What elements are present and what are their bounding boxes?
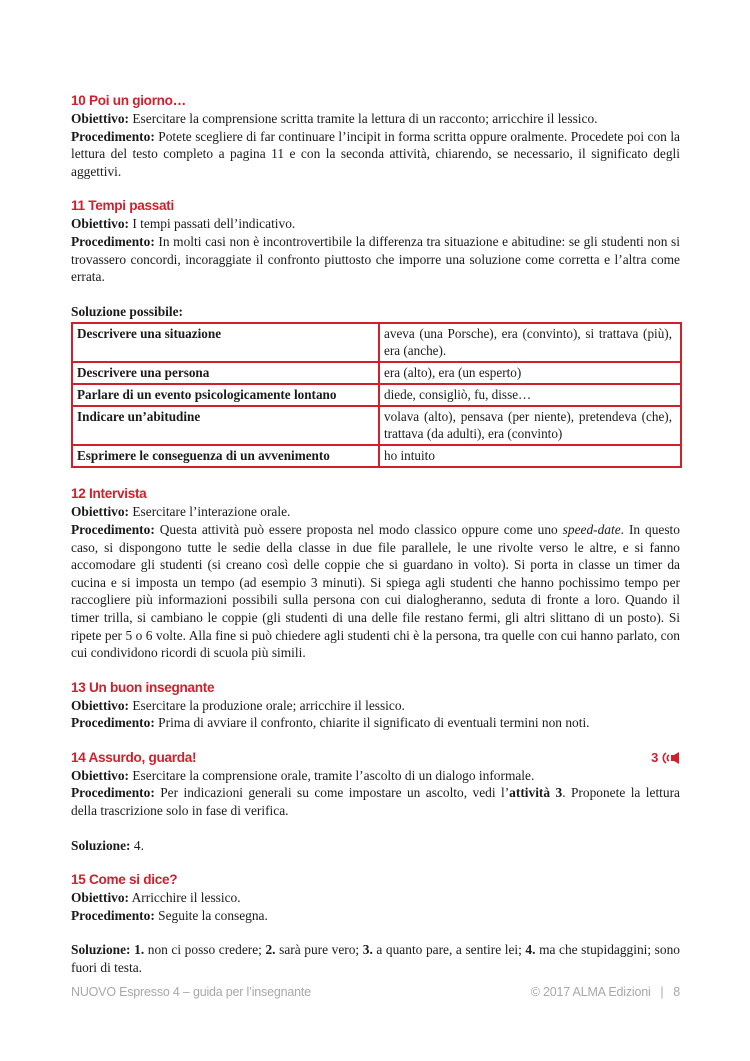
table-cell-verbs: aveva (una Porsche), era (convinto), si trattava (più), era (anche). [379, 323, 681, 362]
page-footer [71, 985, 680, 999]
section-14 [71, 749, 680, 854]
page-content [71, 92, 680, 994]
procedure: Procedimento: Potete scegliere di far continuare l’incipit in forma scritta oppure oralmente. Procedete poi con la lettura del testo completo a pagina 11 e con la seconda attività, chiarendo, se necessario, il significato degli aggettivi. [71, 128, 680, 179]
procedure: Procedimento: Seguite la consegna. [71, 907, 268, 923]
footer-book-title: NUOVO Espresso 4 – guida per l’insegnante [71, 985, 311, 999]
solution: Soluzione: 1. non ci posso credere; 2. sarà pure vero; 3. a quanto pare, a sentire lei; 4. ma che stupidaggini; sono fuori di testa. [71, 942, 680, 976]
section-11 [71, 197, 680, 468]
objective: Obiettivo: Esercitare la comprensione scritta tramite la lettura di un racconto; arricchire il lessico. [71, 111, 598, 126]
section-15 [71, 871, 680, 976]
solution-label: Soluzione possibile: [71, 303, 183, 319]
speaker-waves-icon [662, 751, 680, 765]
procedure: Procedimento: Prima di avviare il confronto, chiarite il significato di eventuali termini non noti. [71, 715, 590, 731]
section-title: 15 Come si dice? [71, 872, 178, 888]
table-row [72, 445, 681, 467]
table-cell-verbs: diede, consigliò, fu, disse… [379, 384, 681, 406]
table-cell-verbs: volava (alto), pensava (per niente), pretendeva (che), trattava (da adulti), era (convinto) [379, 406, 681, 445]
footer-copyright-page: © 2017 ALMA Edizioni | 8 [530, 985, 680, 999]
table-row [72, 362, 681, 384]
table-cell-function: Parlare di un evento psicologicamente lontano [72, 384, 379, 406]
objective: Obiettivo: Arricchire il lessico. [71, 890, 241, 906]
solution: Soluzione: 4. [71, 837, 144, 853]
section-13 [71, 679, 680, 732]
table-cell-verbs: ho intuito [379, 445, 681, 467]
procedure: Procedimento: Questa attività può essere proposta nel modo classico oppure come uno speed-date. In questo caso, si dispongono tutte le sedie della classe in due file parallele, le une rivolte verso le altre, e si fanno accomodare gli studenti (si creano così delle coppie che si guardano in volto). Si porta in classe un timer da cucina e si imposta un tempo (ad esempio 3 minuti). Si spiega agli studenti che hanno pochissimo tempo per raccogliere più informazioni possibili sulla persona con cui dialogheranno, seduta di fronte a loro. Quando il timer trilla, si cambiano le coppie (gli studenti di una delle file restano fermi, gli altri slittano di un posto). Si ripete per 5 o 6 volte. Alla fine si può chiedere agli studenti chi è la persona, tra quelle con cui hanno parlato, con cui condividono ricordi di scuola più simili. [71, 521, 680, 661]
section-title: 11 Tempi passati [71, 198, 174, 214]
solution-table [71, 322, 682, 468]
objective: Obiettivo: Esercitare la comprensione orale, tramite l’ascolto di un dialogo informale. [71, 767, 535, 783]
section-10 [71, 92, 680, 180]
objective: Obiettivo: I tempi passati dell’indicativo. [71, 216, 296, 232]
table-row [72, 406, 681, 445]
audio-track-indicator[interactable] [651, 749, 680, 767]
section-title: 13 Un buon insegnante [71, 679, 215, 695]
procedure: Procedimento: Per indicazioni generali su come impostare un ascolto, vedi l’attività 3. Proponete la lettura della trascrizione solo in fase di verifica. [71, 785, 680, 819]
objective: Obiettivo: Esercitare la produzione orale; arricchire il lessico. [71, 697, 405, 713]
section-12 [71, 485, 680, 661]
table-cell-function: Descrivere una situazione [72, 323, 379, 362]
section-title: 12 Intervista [71, 486, 147, 502]
table-cell-function: Descrivere una persona [72, 362, 379, 384]
section-title: 14 Assurdo, guarda! [71, 749, 197, 765]
table-cell-function: Indicare un’abitudine [72, 406, 379, 445]
table-row [72, 323, 681, 362]
table-cell-function: Esprimere le conseguenza di un avvenimento [72, 445, 379, 467]
section-title: 10 Poi un giorno… [71, 93, 186, 108]
audio-track-number: 3 [651, 749, 658, 765]
section-title-row [71, 749, 680, 767]
table-cell-verbs: era (alto), era (un esperto) [379, 362, 681, 384]
objective: Obiettivo: Esercitare l’interazione orale. [71, 504, 291, 520]
table-row [72, 384, 681, 406]
procedure: Procedimento: In molti casi non è incontrovertibile la differenza tra situazione e abitudine: se gli studenti non si trovassero concordi, incoraggiate il confronto piuttosto che imporre una soluzione come corretta e l’altra come errata. [71, 233, 680, 285]
speed-date-term: speed-date [562, 521, 621, 537]
